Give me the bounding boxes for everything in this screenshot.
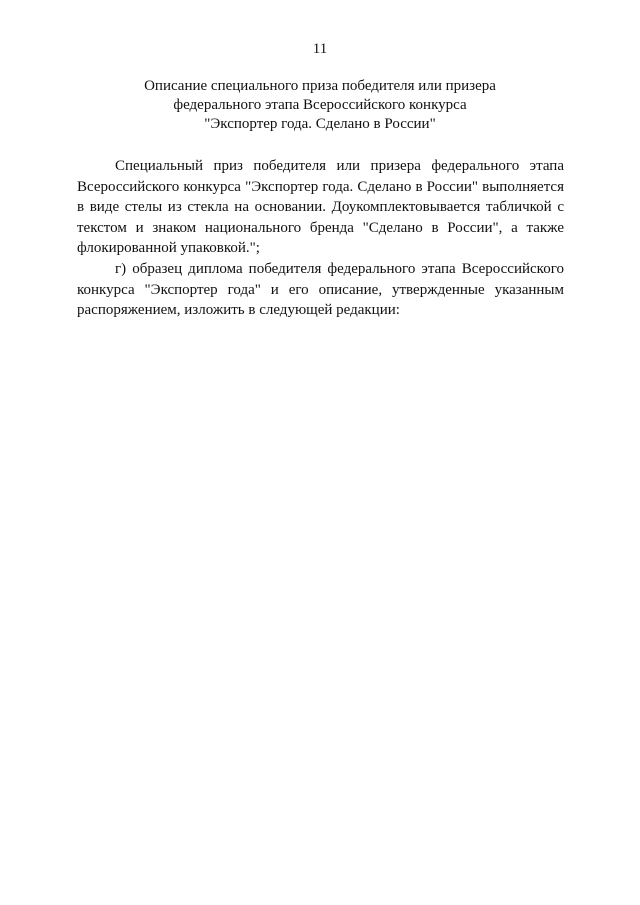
paragraph-special-prize: Специальный приз победителя или призера федерального этапа Всероссийского конкурса "Экспортер года. Сделано в России" выполняется в виде стелы из стекла на основании. Доукомплектовывается табличкой с текстом и знаком национального бренда "Сделано в России", а также флокированной упаковкой."; — [77, 158, 564, 257]
document-heading — [110, 77, 530, 134]
page-number: 11 — [312, 41, 328, 57]
paragraph-diploma-sample: г) образец диплома победителя федерального этапа Всероссийского конкурса "Экспортер года" и его описание, утвержденные указанным распоряжением, изложить в следующей редакции: — [77, 260, 564, 319]
heading-line-2: федерального этапа Всероссийского конкурса — [173, 97, 467, 113]
heading-line-1: Описание специального приза победителя или призера — [144, 78, 496, 94]
heading-line-3: "Экспортер года. Сделано в России" — [204, 116, 436, 132]
document-body — [77, 156, 564, 321]
